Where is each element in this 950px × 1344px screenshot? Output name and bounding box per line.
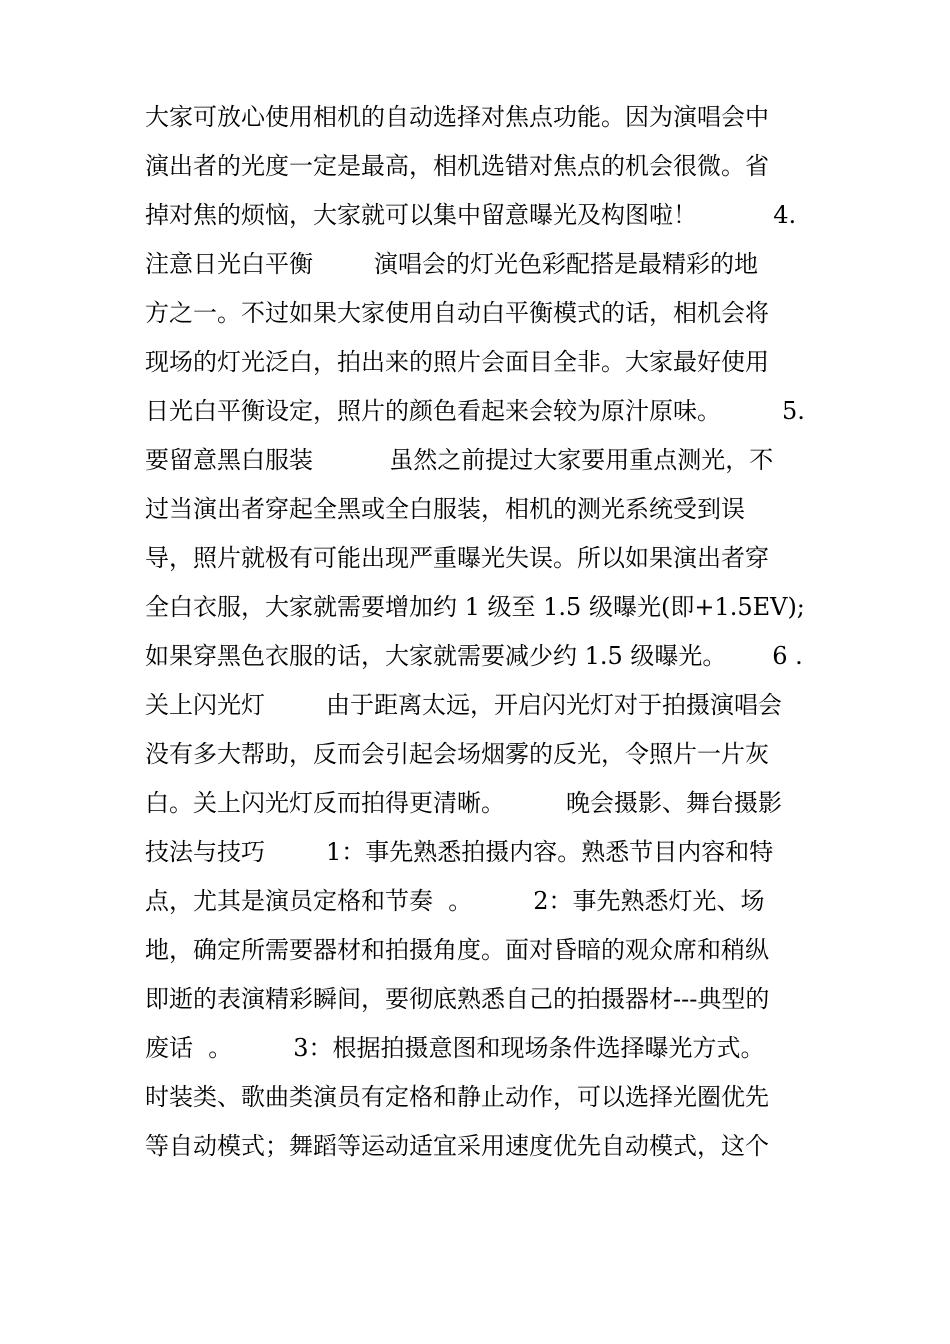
body-text [145,96,815,1174]
text-line: 现场的灯光泛白，拍出来的照片会面目全非。大家最好使用 [145,348,769,376]
text-line: 等自动模式；舞蹈等运动适宜采用速度优先自动模式，这个 [145,1132,769,1160]
text-line: 废话 。 3：根据拍摄意图和现场条件选择曝光方式。 [145,1034,765,1062]
text-line: 注意日光白平衡 演唱会的灯光色彩配搭是最精彩的地 [145,250,759,278]
text-line: 点，尤其是演员定格和节奏 。 2：事先熟悉灯光、场 [145,887,765,915]
text-line: 导，照片就极有可能出现严重曝光失误。所以如果演出者穿 [145,544,769,572]
text-line: 演出者的光度一定是最高，相机选错对焦点的机会很微。省 [145,152,769,180]
text-line: 地，确定所需要器材和拍摄角度。面对昏暗的观众席和稍纵 [145,936,769,964]
text-line: 方之一。不过如果大家使用自动白平衡模式的话，相机会将 [145,299,769,327]
text-line: 全白衣服，大家就需要增加约 1 级至 1.5 级曝光(即+1.5EV); [145,593,805,621]
text-line: 如果穿黑色衣服的话，大家就需要减少约 1.5 级曝光。 6 . [145,642,803,670]
text-line: 要留意黑白服装 虽然之前提过大家要用重点测光，不 [145,446,774,474]
text-line: 大家可放心使用相机的自动选择对焦点功能。因为演唱会中 [145,103,769,131]
text-line: 没有多大帮助，反而会引起会场烟雾的反光，令照片一片灰 [145,740,769,768]
text-line: 日光白平衡设定，照片的颜色看起来会较为原汁原味。 5. [145,397,805,425]
text-line: 白。关上闪光灯反而拍得更清晰。 晚会摄影、舞台摄影 [145,789,783,817]
text-line: 时装类、歌曲类演员有定格和静止动作，可以选择光圈优先 [145,1083,769,1111]
text-line: 关上闪光灯 由于距离太远，开启闪光灯对于拍摄演唱会 [145,691,783,719]
text-line: 技法与技巧 1：事先熟悉拍摄内容。熟悉节目内容和特 [145,838,774,866]
text-line: 即逝的表演精彩瞬间，要彻底熟悉自己的拍摄器材---典型的 [145,985,770,1013]
text-line: 过当演出者穿起全黑或全白服装，相机的测光系统受到误 [145,495,745,523]
text-line: 掉对焦的烦恼，大家就可以集中留意曝光及构图啦！ 4. [145,201,797,229]
